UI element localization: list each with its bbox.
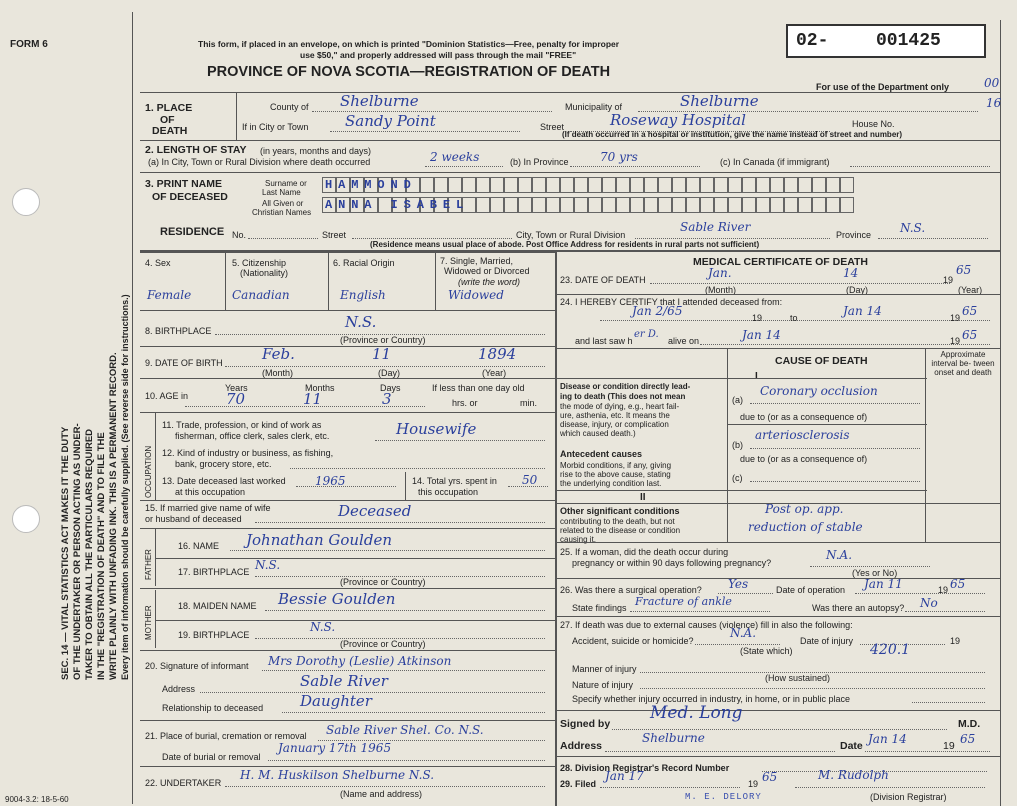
dob-day-note: (Day) [378, 368, 400, 378]
last-alive-prefix: 19 [950, 336, 961, 346]
other-cause-value-1: Post op. app. [765, 502, 844, 516]
autopsy-value: No [920, 596, 938, 610]
morbid-label-1: Morbid conditions, if any, giving [560, 461, 672, 470]
mother-birthplace-note: (Province or Country) [340, 639, 426, 649]
mother-maiden-label: 18. MAIDEN NAME [178, 601, 257, 611]
roman-one: I [755, 371, 758, 382]
burial-place-value: Sable River Shel. Co. N.S. [326, 723, 484, 737]
surgical-label: 26. Was there a surgical operation? [560, 585, 702, 595]
operation-year-value: 65 [950, 577, 966, 591]
name-letter-cell [616, 177, 630, 193]
months-days-note: (in years, months and days) [260, 146, 372, 156]
total-years-value: 50 [522, 473, 538, 487]
trade-label: 11. Trade, profession, or kind of work as [162, 420, 322, 430]
antecedent-label: Antecedent causes [560, 449, 643, 459]
last-alive-value: Jan 14 [742, 328, 781, 342]
other-conditions-2: contributing to the death, but not [560, 517, 675, 526]
name-letter-cell [812, 197, 826, 213]
disease-label-3: the mode of dying, e.g., heart fail- [560, 402, 680, 411]
min-label: min. [520, 398, 538, 408]
name-letter-cell [742, 197, 756, 213]
signed-by-label: Signed by [560, 718, 611, 730]
morbid-label-3: the underlying condition last. [560, 479, 662, 488]
name-letter-cell [602, 177, 616, 193]
citizenship-label: 5. Citizenship [232, 258, 287, 268]
name-letter-cell [798, 177, 812, 193]
spouse-value: Deceased [338, 502, 412, 520]
residence-province-label: Province [836, 230, 872, 240]
form-right-border [1000, 20, 1001, 806]
name-letter-cell [574, 177, 588, 193]
age-months-label: Months [305, 383, 335, 393]
residence-street-label: Street [322, 230, 347, 240]
burial-date-label: Date of burial or removal [162, 752, 261, 762]
death-month-value: Jan. [708, 266, 732, 280]
name-letter-cell [742, 177, 756, 193]
father-birthplace-value: N.S. [255, 558, 281, 572]
age-days-value: 3 [382, 390, 392, 408]
form-left-border [132, 12, 133, 804]
name-letter-cell [476, 177, 490, 193]
spouse-label-2: or husband of deceased [145, 514, 242, 524]
name-letter-cell [602, 197, 616, 213]
name-letter-cell [756, 177, 770, 193]
spouse-label: 15. If married give name of wife [145, 503, 271, 513]
name-letter-cell [798, 197, 812, 213]
name-letter-cell [840, 177, 854, 193]
side-statute-6: WRITE PLAINLY WITH UNFADING INK. THIS IS A PERMANENT RECORD. [108, 352, 119, 680]
street-label: Street [540, 122, 565, 132]
sign-date-value: Jan 14 [868, 732, 907, 746]
attend-year-value: 65 [962, 304, 978, 318]
attend-from-prefix: 19 [752, 313, 763, 323]
dob-year-value: 1894 [478, 345, 517, 363]
cause-b-marker: (b) [732, 440, 743, 450]
death-year-note: (Year) [958, 285, 983, 295]
mother-maiden-value: Bessie Goulden [278, 590, 396, 608]
death-label: DEATH [152, 125, 188, 137]
disease-label-6: which caused death.) [560, 429, 636, 438]
industry-label-2: bank, grocery store, etc. [175, 459, 272, 469]
other-conditions-1: Other significant conditions [560, 506, 680, 516]
name-letter-cell [518, 197, 532, 213]
age-months-value: 11 [303, 390, 323, 408]
in-city-label: (a) In City, Town or Rural Division where death occurred [148, 157, 371, 167]
doctor-address-label: Address [560, 740, 603, 752]
citizenship-value: Canadian [232, 288, 290, 302]
name-letter-cell [686, 197, 700, 213]
father-name-value: Johnathan Goulden [246, 531, 392, 549]
hereby-label: 24. I HEREBY CERTIFY that I attended deceased from: [560, 297, 783, 307]
dob-year-note: (Year) [482, 368, 507, 378]
department-mark-2: 16 [986, 96, 1002, 110]
mother-birthplace-value: N.S. [310, 620, 336, 634]
certificate-prefix: 02- [796, 31, 829, 51]
death-day-value: 14 [843, 266, 859, 280]
mother-label: MOTHER [144, 605, 153, 640]
undertaker-note: (Name and address) [340, 789, 423, 799]
residence-label: RESIDENCE [160, 226, 225, 238]
name-letter-cell [574, 197, 588, 213]
name-letter-cell [714, 177, 728, 193]
residence-note: (Residence means usual place of abode. Post Office Address for residents in rural parts not sufficient) [370, 240, 760, 249]
undertaker-value: H. M. Huskilson Shelburne N.S. [240, 768, 435, 782]
form-number: FORM 6 [10, 39, 48, 50]
all-given-label: All Given or [262, 199, 304, 208]
trade-label-2: fisherman, office clerk, sales clerk, etc. [175, 431, 330, 441]
this-occupation-label: this occupation [418, 487, 479, 497]
name-letter-cell [420, 177, 434, 193]
name-letter-cell [826, 197, 840, 213]
name-letter-cell [840, 197, 854, 213]
burial-place-label: 21. Place of burial, cremation or removal [145, 731, 307, 741]
father-label: FATHER [144, 549, 153, 580]
name-letter-cell [812, 177, 826, 193]
racial-value: English [340, 288, 386, 302]
name-letter-cell [448, 177, 462, 193]
place-label: 1. PLACE [145, 102, 193, 114]
state-which-note: (State which) [740, 646, 793, 656]
department-use: For use of the Department only [816, 82, 950, 92]
morbid-label-2: rise to the above cause, stating [560, 470, 671, 479]
name-letter-cell [434, 177, 448, 193]
pregnancy-label: pregnancy or within 90 days following pregnancy? [572, 558, 772, 568]
dob-month-note: (Month) [262, 368, 294, 378]
injury-year-prefix: 19 [950, 636, 961, 646]
industry-label: 12. Kind of industry or business, as fishing, [162, 448, 334, 458]
name-letter-cell [532, 197, 546, 213]
county-value: Shelburne [340, 92, 419, 110]
relationship-value: Daughter [300, 692, 372, 710]
name-letter-cell [476, 197, 490, 213]
state-findings-label: State findings [572, 603, 627, 613]
cause-b-value: arteriosclerosis [755, 428, 850, 442]
informant-address-value: Sable River [300, 672, 388, 690]
name-letter-cell [546, 197, 560, 213]
name-letter-cell [630, 177, 644, 193]
cause-title: CAUSE OF DEATH [775, 355, 868, 367]
department-mark-1: 00 [984, 76, 1000, 90]
relationship-label: Relationship to deceased [162, 703, 264, 713]
filed-label: 29. Filed [560, 779, 597, 789]
racial-label: 6. Racial Origin [333, 258, 395, 268]
attend-from-value: Jan 2/65 [632, 304, 683, 318]
attend-to-prefix: 19 [950, 313, 961, 323]
accident-value: N.A. [730, 626, 757, 640]
hospital-note: (If death occurred in a hospital or institution, give the name instead of street and number) [562, 130, 903, 139]
name-letter-cell [490, 197, 504, 213]
date-operation-label: Date of operation [776, 585, 846, 595]
christian-names-label: Christian Names [252, 208, 312, 217]
sex-label: 4. Sex [145, 258, 171, 268]
residence-province-value: N.S. [900, 221, 926, 235]
birthplace-value: N.S. [345, 313, 377, 331]
death-month-note: (Month) [705, 285, 737, 295]
name-letter-cell [672, 177, 686, 193]
length-stay-label: 2. LENGTH OF STAY [145, 144, 247, 156]
death-year-prefix: 19 [943, 275, 954, 285]
dob-month-value: Feb. [262, 345, 295, 363]
other-conditions-3: related to the disease or condition [560, 526, 681, 535]
age-years-value: 70 [226, 390, 246, 408]
name-letter-cell [770, 177, 784, 193]
manner-label: Manner of injury [572, 664, 637, 674]
birthplace-note: (Province or Country) [340, 335, 426, 345]
name-letter-cell [518, 177, 532, 193]
filed-year-value: 65 [762, 770, 778, 784]
county-label: County of [270, 102, 309, 112]
last-saw-label: and last saw h [575, 336, 633, 346]
side-statute-3: TAKER TO OBTAIN ALL THE PARTICULARS REQUIRED [84, 428, 95, 680]
record-number-value: 420.1 [870, 642, 911, 658]
yes-no-note: (Yes or No) [852, 568, 898, 578]
surname-label: Surname or [265, 179, 307, 188]
hrs-label: hrs. or [452, 398, 478, 408]
mother-birthplace-label: 19. BIRTHPLACE [178, 630, 250, 640]
interval-note: Approximate interval be- tween onset and death [931, 350, 995, 377]
informant-label: 20. Signature of informant [145, 661, 249, 671]
city-town-value: Sandy Point [345, 112, 436, 130]
municipality-value: Shelburne [680, 92, 759, 110]
in-province-label: (b) In Province [510, 157, 569, 167]
how-sustained-note: (How sustained) [765, 673, 831, 683]
informant-address-label: Address [162, 684, 196, 694]
given-names-value: ANNA ISABEL [325, 198, 470, 212]
name-letter-cell [588, 177, 602, 193]
surgical-value: Yes [728, 577, 749, 591]
name-letter-cell [700, 177, 714, 193]
name-letter-cell [784, 197, 798, 213]
name-letter-cell [560, 177, 574, 193]
name-letter-cell [546, 177, 560, 193]
md-label: M.D. [958, 718, 981, 730]
street-value: Roseway Hospital [610, 111, 746, 129]
last-name-label: Last Name [262, 188, 301, 197]
name-letter-cell [504, 177, 518, 193]
municipality-label: Municipality of [565, 102, 623, 112]
name-letter-cell [616, 197, 630, 213]
attend-to-label: to [790, 313, 798, 323]
marital-value: Widowed [448, 288, 504, 302]
marital-label: 7. Single, Married, [440, 256, 514, 266]
print-name-label: 3. PRINT NAME [145, 178, 223, 190]
disease-label-4: ure, asthenia, etc. It means the [560, 411, 670, 420]
age-label: 10. AGE in [145, 391, 189, 401]
certificate-box [786, 24, 986, 58]
other-conditions-4: causing it. [560, 535, 597, 544]
birthplace-label: 8. BIRTHPLACE [145, 326, 212, 336]
due-to-a-label: due to (or as a consequence of) [740, 412, 868, 422]
sign-year-value: 65 [960, 732, 976, 746]
occupation-label: OCCUPATION [144, 445, 153, 498]
at-occupation-label: at this occupation [175, 487, 246, 497]
registrar-stamp: M. E. DELORY [685, 792, 762, 802]
stay-city-value: 2 weeks [430, 150, 480, 164]
side-statute-1: SEC. 14 — VITAL STATISTICS ACT MAKES IT THE DUTY [60, 426, 71, 680]
operation-date-value: Jan 11 [864, 577, 903, 591]
external-label: 27. If death was due to external causes (violence) fill in also the following: [560, 620, 853, 630]
woman-label: 25. If a woman, did the death occur during [560, 547, 729, 557]
findings-value: Fracture of ankle [635, 595, 732, 608]
of-deceased-label: OF DECEASED [152, 191, 228, 203]
death-year-value: 65 [956, 263, 972, 277]
postal-note-2: use $50," and properly addressed will pass through the mail "FREE" [300, 50, 577, 60]
widowed-label: Widowed or Divorced [444, 266, 530, 276]
registrar-note: (Division Registrar) [870, 792, 947, 802]
of-label: OF [160, 114, 175, 126]
dob-label: 9. DATE OF BIRTH [145, 358, 223, 368]
center-divider [555, 252, 557, 806]
father-birthplace-note: (Province or Country) [340, 577, 426, 587]
disease-label-5: disease, injury, or complication [560, 420, 669, 429]
due-to-b-label: due to (or as a consequence of) [740, 454, 868, 464]
other-cause-value-2: reduction of stable [748, 520, 863, 534]
specify-label: Specify whether injury occurred in industry, in home, or in public place [572, 694, 850, 704]
sign-date-label: Date [840, 740, 863, 752]
city-town-label: If in City or Town [242, 122, 309, 132]
nationality-note: (Nationality) [240, 268, 289, 278]
doctor-address-value: Shelburne [642, 731, 705, 745]
residence-no-label: No. [232, 230, 247, 240]
roman-two: II [640, 492, 646, 503]
name-letter-cell [784, 177, 798, 193]
surname-value: HAMMOND [325, 178, 417, 192]
disease-label-2: ing to death (This does not mean [560, 392, 686, 401]
undertaker-label: 22. UNDERTAKER [145, 778, 222, 788]
less-day-label: If less than one day old [432, 383, 525, 393]
name-letter-cell [826, 177, 840, 193]
dob-day-value: 11 [372, 345, 392, 363]
death-day-note: (Day) [846, 285, 868, 295]
name-letter-cell [644, 197, 658, 213]
filed-date-value: Jan 17 [605, 769, 644, 783]
name-letter-cell [728, 177, 742, 193]
age-days-label: Days [380, 383, 401, 393]
name-letter-cell [532, 177, 546, 193]
nature-label: Nature of injury [572, 680, 634, 690]
name-letter-cell [504, 197, 518, 213]
postal-note-1: This form, if placed in an envelope, on which is printed "Dominion Statistics—Free, penalty for improper [198, 39, 620, 49]
division-record-label: 28. Division Registrar's Record Number [560, 763, 730, 773]
name-letter-cell [672, 197, 686, 213]
name-letter-cell [588, 197, 602, 213]
name-letter-cell [756, 197, 770, 213]
burial-date-value: January 17th 1965 [278, 741, 392, 755]
accident-label: Accident, suicide or homicide? [572, 636, 694, 646]
name-letter-cell [560, 197, 574, 213]
last-saw-abbrev: er D. [634, 329, 659, 340]
name-letter-cell [686, 177, 700, 193]
autopsy-label: Was there an autopsy? [812, 603, 905, 613]
father-birthplace-label: 17. BIRTHPLACE [178, 567, 250, 577]
name-letter-cell [770, 197, 784, 213]
last-worked-value: 1965 [315, 474, 346, 488]
father-name-label: 16. NAME [178, 541, 220, 551]
cause-c-marker: (c) [732, 473, 743, 483]
side-statute-2: OF THE UNDERTAKER OR PERSON ACTING AS UNDER- [72, 423, 83, 680]
name-letter-cell [700, 197, 714, 213]
sign-year-prefix: 19 [943, 740, 955, 752]
name-letter-cell [714, 197, 728, 213]
last-worked-label: 13. Date deceased last worked [162, 476, 286, 486]
name-letter-cell [630, 197, 644, 213]
name-letter-cell [490, 177, 504, 193]
alive-on-label: alive on [668, 336, 700, 346]
residence-city-value: Sable River [680, 220, 751, 234]
trade-value: Housewife [396, 420, 477, 438]
form-title: PROVINCE OF NOVA SCOTIA—REGISTRATION OF DEATH [207, 64, 611, 80]
date-death-label: 23. DATE OF DEATH [560, 275, 646, 285]
name-letter-cell [644, 177, 658, 193]
operation-year-prefix: 19 [938, 585, 949, 595]
signature-value: Med. Long [650, 703, 743, 723]
filed-year-prefix: 19 [748, 779, 759, 789]
stay-province-value: 70 yrs [600, 150, 638, 164]
total-years-label: 14. Total yrs. spent in [412, 476, 497, 486]
registrar-signature: M. Rudolph [818, 768, 889, 782]
medical-certificate-title: MEDICAL CERTIFICATE OF DEATH [693, 256, 868, 268]
sex-value: Female [147, 288, 192, 302]
name-letter-cell [462, 177, 476, 193]
informant-value: Mrs Dorothy (Leslie) Atkinson [268, 654, 452, 668]
side-note: Every item of information should be carefully supplied. (See reverse side for instructions.) [120, 294, 130, 680]
house-no-label: House No. [852, 119, 895, 129]
name-letter-cell [728, 197, 742, 213]
write-word-note: (write the word) [458, 277, 521, 287]
in-canada-label: (c) In Canada (if immigrant) [720, 157, 830, 167]
last-year-value: 65 [962, 328, 978, 342]
residence-city-label: City, Town or Rural Division [516, 230, 626, 240]
cause-a-value: Coronary occlusion [760, 384, 878, 398]
attend-to-value: Jan 14 [843, 304, 882, 318]
cause-a-marker: (a) [732, 395, 743, 405]
disease-label-1: Disease or condition directly lead- [560, 382, 691, 391]
age-years-label: Years [225, 383, 248, 393]
binder-hole-bottom [12, 505, 40, 533]
footer-code: 9004-3.2: 18-5-60 [5, 795, 69, 804]
pregnancy-value: N.A. [826, 548, 853, 562]
side-statute-4: IN THE "REGISTRATION OF DEATH" AND TO FILE THE [96, 432, 107, 680]
name-letter-cell [658, 197, 672, 213]
certificate-number: 001425 [876, 31, 941, 51]
date-injury-label: Date of injury [800, 636, 854, 646]
name-letter-cell [658, 177, 672, 193]
binder-hole-top [12, 188, 40, 216]
